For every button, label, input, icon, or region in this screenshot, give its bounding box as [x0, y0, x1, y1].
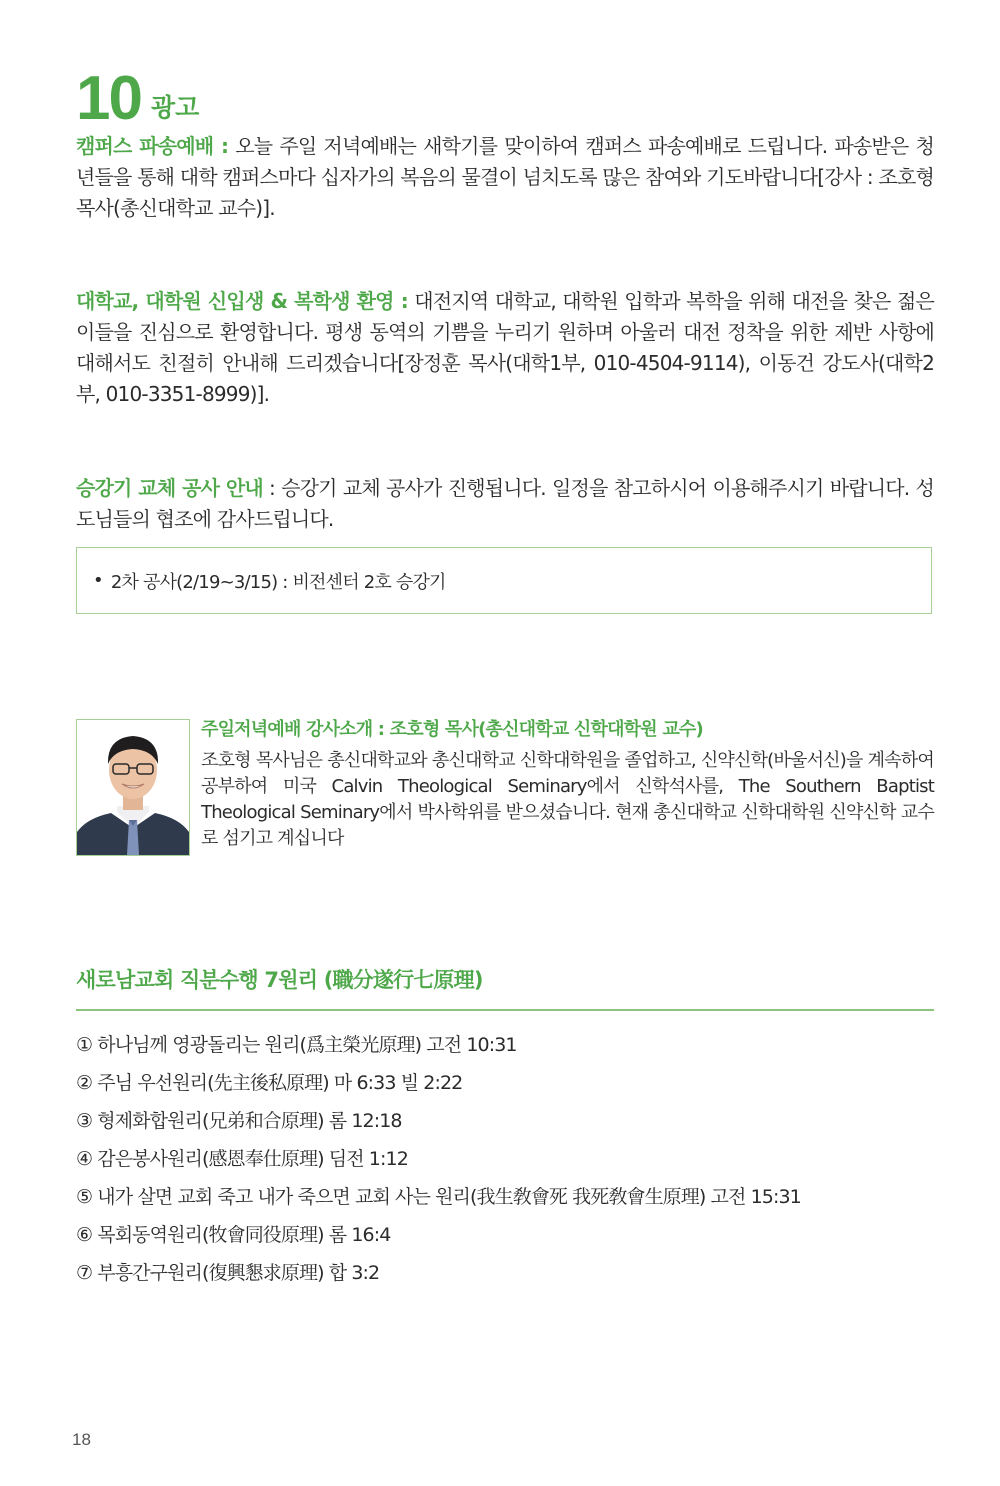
elevator-body: : 승강기 교체 공사가 진행됩니다. 일정을 참고하시어 이용해주시기 바랍니다. 성도님들의 협조에 감사드립니다.	[76, 476, 934, 531]
speaker-bio: 조호형 목사님은 총신대학교와 총신대학교 신학대학원을 졸업하고, 신약신학(바울서신)을 계속하여 공부하여 미국 Calvin Theological Seminary에서 신학석사를, The Southern Baptist Theological Seminary에서 박사학위를 받으셨습니다. 현재 총신대학교 신학대학원 신약신학 교수로 섬기고 계십니다	[201, 750, 934, 849]
principles-title: 새로남교회 직분수행 7원리 (職分遂行七原理)	[76, 968, 483, 992]
principles-list	[76, 1026, 801, 1292]
elevator-announcement	[76, 473, 934, 535]
section-number: 10	[76, 64, 141, 133]
freshmen-title: 대학교, 대학원 신입생 & 복학생 환영 :	[76, 289, 408, 313]
elevator-schedule-box	[76, 547, 932, 614]
elevator-title: 승강기 교체 공사 안내	[76, 476, 263, 500]
page-number: 18	[72, 1430, 91, 1449]
campus-title: 캠퍼스 파송예배 :	[76, 134, 229, 158]
section-title: 광고	[150, 93, 200, 122]
principles-divider	[76, 1009, 934, 1011]
speaker-portrait-illustration	[77, 720, 189, 855]
bullet-mark: •	[93, 570, 103, 591]
speaker-title: 주일저녁예배 강사소개 : 조호형 목사(총신대학교 신학대학원 교수)	[201, 719, 703, 740]
principle-item: ⑤ 내가 살면 교회 죽고 내가 죽으면 교회 사는 원리(我生敎會死 我死敎會生原理) 고전 15:31	[76, 1186, 801, 1208]
principle-item: ⑦ 부흥간구원리(復興懇求原理) 합 3:2	[76, 1262, 380, 1284]
principle-item: ④ 감은봉사원리(感恩奉仕原理) 딤전 1:12	[76, 1148, 408, 1170]
principle-item: ⑥ 목회동역원리(牧會同役原理) 롬 16:4	[76, 1224, 391, 1246]
principle-item: ③ 형제화합원리(兄弟和合原理) 롬 12:18	[76, 1110, 402, 1132]
freshmen-announcement	[76, 286, 934, 410]
principle-item: ② 주님 우선원리(先主後私原理) 마 6:33 빌 2:22	[76, 1072, 463, 1094]
elevator-schedule: 2차 공사(2/19~3/15) : 비전센터 2호 승강기	[110, 571, 446, 593]
section-header	[76, 64, 200, 133]
freshmen-body: 대전지역 대학교, 대학원 입학과 복학을 위해 대전을 찾은 젊은이들을 진심으로 환영합니다. 평생 동역의 기쁨을 누리기 원하며 아울러 대전 정착을 위한 제반 사항에 대해서도 친절히 안내해 드리겠습니다[장정훈 목사(대학1부, 010-4504-9114), 이동건 강도사(대학2부, 010-3351-8999)].	[76, 289, 934, 406]
principle-item: ① 하나님께 영광돌리는 원리(爲主榮光原理) 고전 10:31	[76, 1034, 517, 1056]
campus-body: 오늘 주일 저녁예배는 새학기를 맞이하여 캠퍼스 파송예배로 드립니다. 파송받은 청년들을 통해 대학 캠퍼스마다 십자가의 복음의 물결이 넘치도록 많은 참여와 기도바랍니다[강사 : 조호형 목사(총신대학교 교수)].	[76, 134, 934, 220]
speaker-photo	[76, 719, 190, 856]
speaker-intro	[201, 717, 934, 852]
campus-announcement	[76, 131, 934, 224]
